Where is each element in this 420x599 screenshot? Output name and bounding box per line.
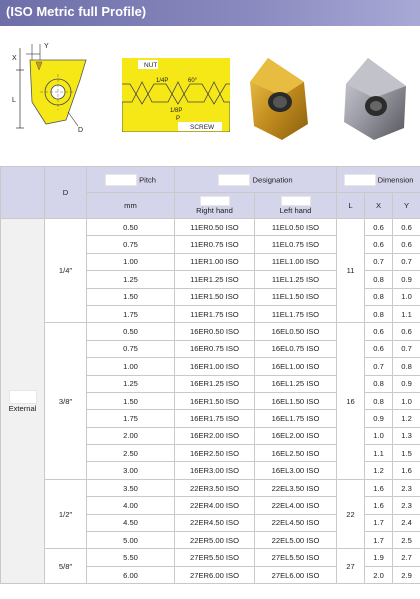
- y-cell: 1.0: [393, 288, 420, 305]
- header-y: Y: [393, 193, 420, 219]
- right-hand-cell: 27ER5.50 ISO: [175, 549, 255, 566]
- length-cell: 22: [337, 479, 365, 549]
- right-hand-cell: 16ER1.25 ISO: [175, 375, 255, 392]
- pitch-cell: 1.00: [87, 253, 175, 270]
- pitch-cell: 5.50: [87, 549, 175, 566]
- category-cell: [1, 219, 45, 584]
- y-cell: 0.6: [393, 219, 420, 236]
- x-cell: 2.0: [365, 566, 393, 583]
- header-dimension: Dimension: [337, 167, 420, 193]
- y-cell: 0.7: [393, 253, 420, 270]
- y-cell: 0.6: [393, 236, 420, 253]
- y-cell: 2.5: [393, 532, 420, 549]
- left-hand-cell: 16EL1.25 ISO: [255, 375, 337, 392]
- right-hand-cell: 11ER0.50 ISO: [175, 219, 255, 236]
- x-cell: 0.7: [365, 253, 393, 270]
- x-cell: 1.1: [365, 445, 393, 462]
- table-row: [1, 323, 420, 340]
- header-right-hand: Right hand: [175, 193, 255, 219]
- pitch-cell: 3.00: [87, 462, 175, 479]
- left-hand-cell: 11EL1.25 ISO: [255, 271, 337, 288]
- right-hand-cell: 11ER1.00 ISO: [175, 253, 255, 270]
- pitch-cell: 0.50: [87, 323, 175, 340]
- pitch-cell: 2.50: [87, 445, 175, 462]
- y-cell: 2.4: [393, 514, 420, 531]
- silver-insert-photo: [334, 52, 414, 144]
- header-designation: Designation: [175, 167, 337, 193]
- right-hand-cell: 16ER2.50 ISO: [175, 445, 255, 462]
- right-hand-cell: 22ER5.00 ISO: [175, 532, 255, 549]
- length-cell: 11: [337, 219, 365, 323]
- header-l: L: [337, 193, 365, 219]
- title-bar: [0, 0, 420, 26]
- pitch-cell: 0.75: [87, 340, 175, 357]
- right-hand-cell: 22ER4.00 ISO: [175, 497, 255, 514]
- spec-table-wrapper: [0, 166, 420, 599]
- pitch-cell: 3.50: [87, 479, 175, 496]
- x-cell: 0.8: [365, 392, 393, 409]
- y-cell: 2.3: [393, 497, 420, 514]
- x-cell: 0.9: [365, 410, 393, 427]
- pitch-cell: 1.50: [87, 392, 175, 409]
- left-hand-cell: 27EL6.00 ISO: [255, 566, 337, 583]
- diameter-cell: 3/8″: [45, 323, 87, 480]
- x-cell: 0.8: [365, 375, 393, 392]
- y-cell: 0.6: [393, 323, 420, 340]
- header-d: D: [45, 167, 87, 219]
- left-hand-cell: 22EL5.00 ISO: [255, 532, 337, 549]
- nut-label: NUT: [144, 62, 158, 69]
- pitch-cell: 1.75: [87, 305, 175, 322]
- diameter-cell: 5/8″: [45, 549, 87, 584]
- gold-insert-photo: [246, 52, 322, 144]
- x-cell: 1.6: [365, 497, 393, 514]
- length-cell: 27: [337, 549, 365, 584]
- pitch-cell: 4.50: [87, 514, 175, 531]
- axis-x-label: X: [12, 55, 17, 62]
- left-hand-cell: 11EL1.00 ISO: [255, 253, 337, 270]
- x-cell: 0.6: [365, 323, 393, 340]
- y-cell: 0.9: [393, 271, 420, 288]
- left-hand-cell: 27EL5.50 ISO: [255, 549, 337, 566]
- diameter-cell: 1/4″: [45, 219, 87, 323]
- insert-schematic-figure: [10, 40, 102, 132]
- left-hand-cell: 11EL1.50 ISO: [255, 288, 337, 305]
- eighth-pitch-label: 1/8P: [170, 108, 183, 114]
- length-cell: 16: [337, 323, 365, 480]
- right-hand-cell: 22ER3.50 ISO: [175, 479, 255, 496]
- x-cell: 1.7: [365, 532, 393, 549]
- x-cell: 1.6: [365, 479, 393, 496]
- spec-table: [0, 166, 420, 584]
- right-hand-cell: 11ER0.75 ISO: [175, 236, 255, 253]
- left-hand-cell: 22EL4.50 ISO: [255, 514, 337, 531]
- y-cell: 1.1: [393, 305, 420, 322]
- screw-label: SCREW: [190, 124, 215, 131]
- table-row: [1, 219, 420, 236]
- left-hand-cell: 11EL1.75 ISO: [255, 305, 337, 322]
- axis-y-label: Y: [44, 43, 49, 50]
- pitch-cell: 2.00: [87, 427, 175, 444]
- y-cell: 0.9: [393, 375, 420, 392]
- pitch-label: P: [176, 116, 181, 122]
- table-row: [1, 479, 420, 496]
- right-hand-cell: 16ER0.75 ISO: [175, 340, 255, 357]
- figure-area: [0, 26, 420, 146]
- x-cell: 1.7: [365, 514, 393, 531]
- x-cell: 0.6: [365, 340, 393, 357]
- pitch-cell: 0.50: [87, 219, 175, 236]
- left-hand-cell: 16EL2.50 ISO: [255, 445, 337, 462]
- left-hand-cell: 16EL1.50 ISO: [255, 392, 337, 409]
- angle-label: 60°: [188, 78, 198, 84]
- y-cell: 2.7: [393, 549, 420, 566]
- right-hand-cell: 16ER1.00 ISO: [175, 358, 255, 375]
- table-row: [1, 549, 420, 566]
- x-cell: 1.0: [365, 427, 393, 444]
- x-cell: 1.9: [365, 549, 393, 566]
- pitch-cell: 1.25: [87, 271, 175, 288]
- pitch-cell: 1.00: [87, 358, 175, 375]
- category-label: External: [8, 403, 37, 413]
- y-cell: 0.8: [393, 358, 420, 375]
- pitch-cell: 4.00: [87, 497, 175, 514]
- left-hand-cell: 22EL4.00 ISO: [255, 497, 337, 514]
- right-hand-cell: 27ER6.00 ISO: [175, 566, 255, 583]
- right-hand-cell: 16ER1.75 ISO: [175, 410, 255, 427]
- right-hand-cell: 16ER1.50 ISO: [175, 392, 255, 409]
- header-x: X: [365, 193, 393, 219]
- x-cell: 0.6: [365, 219, 393, 236]
- y-cell: 1.3: [393, 427, 420, 444]
- pitch-cell: 1.75: [87, 410, 175, 427]
- left-hand-cell: 16EL0.50 ISO: [255, 323, 337, 340]
- diameter-cell: 1/2″: [45, 479, 87, 549]
- left-hand-cell: 16EL1.00 ISO: [255, 358, 337, 375]
- category-blank-box: [9, 390, 37, 404]
- right-hand-cell: 16ER2.00 ISO: [175, 427, 255, 444]
- left-hand-cell: 16EL1.75 ISO: [255, 410, 337, 427]
- left-hand-cell: 16EL3.00 ISO: [255, 462, 337, 479]
- page-title: (ISO Metric full Profile): [6, 4, 147, 19]
- pitch-cell: 1.50: [87, 288, 175, 305]
- pitch-cell: 0.75: [87, 236, 175, 253]
- left-hand-cell: 16EL0.75 ISO: [255, 340, 337, 357]
- pitch-cell: 5.00: [87, 532, 175, 549]
- right-hand-cell: 16ER3.00 ISO: [175, 462, 255, 479]
- header-left-hand: Left hand: [255, 193, 337, 219]
- x-cell: 0.8: [365, 288, 393, 305]
- y-cell: 1.6: [393, 462, 420, 479]
- header-blank: [1, 167, 45, 219]
- axis-l-label: L: [12, 97, 16, 104]
- axis-d-label: D: [78, 127, 84, 132]
- y-cell: 2.9: [393, 566, 420, 583]
- y-cell: 1.0: [393, 392, 420, 409]
- left-hand-cell: 16EL2.00 ISO: [255, 427, 337, 444]
- right-hand-cell: 11ER1.50 ISO: [175, 288, 255, 305]
- thread-profile-figure: [122, 58, 230, 132]
- right-hand-cell: 22ER4.50 ISO: [175, 514, 255, 531]
- x-cell: 0.8: [365, 305, 393, 322]
- y-cell: 2.3: [393, 479, 420, 496]
- right-hand-cell: 16ER0.50 ISO: [175, 323, 255, 340]
- x-cell: 0.7: [365, 358, 393, 375]
- header-mm: mm: [87, 193, 175, 219]
- x-cell: 0.6: [365, 236, 393, 253]
- pitch-cell: 1.25: [87, 375, 175, 392]
- y-cell: 1.5: [393, 445, 420, 462]
- left-hand-cell: 22EL3.50 ISO: [255, 479, 337, 496]
- left-hand-cell: 11EL0.50 ISO: [255, 219, 337, 236]
- pitch-cell: 6.00: [87, 566, 175, 583]
- right-hand-cell: 11ER1.75 ISO: [175, 305, 255, 322]
- y-cell: 1.2: [393, 410, 420, 427]
- left-hand-cell: 11EL0.75 ISO: [255, 236, 337, 253]
- x-cell: 1.2: [365, 462, 393, 479]
- quarter-pitch-label: 1/4P: [156, 78, 169, 84]
- x-cell: 0.8: [365, 271, 393, 288]
- header-pitch: Pitch: [87, 167, 175, 193]
- right-hand-cell: 11ER1.25 ISO: [175, 271, 255, 288]
- y-cell: 0.7: [393, 340, 420, 357]
